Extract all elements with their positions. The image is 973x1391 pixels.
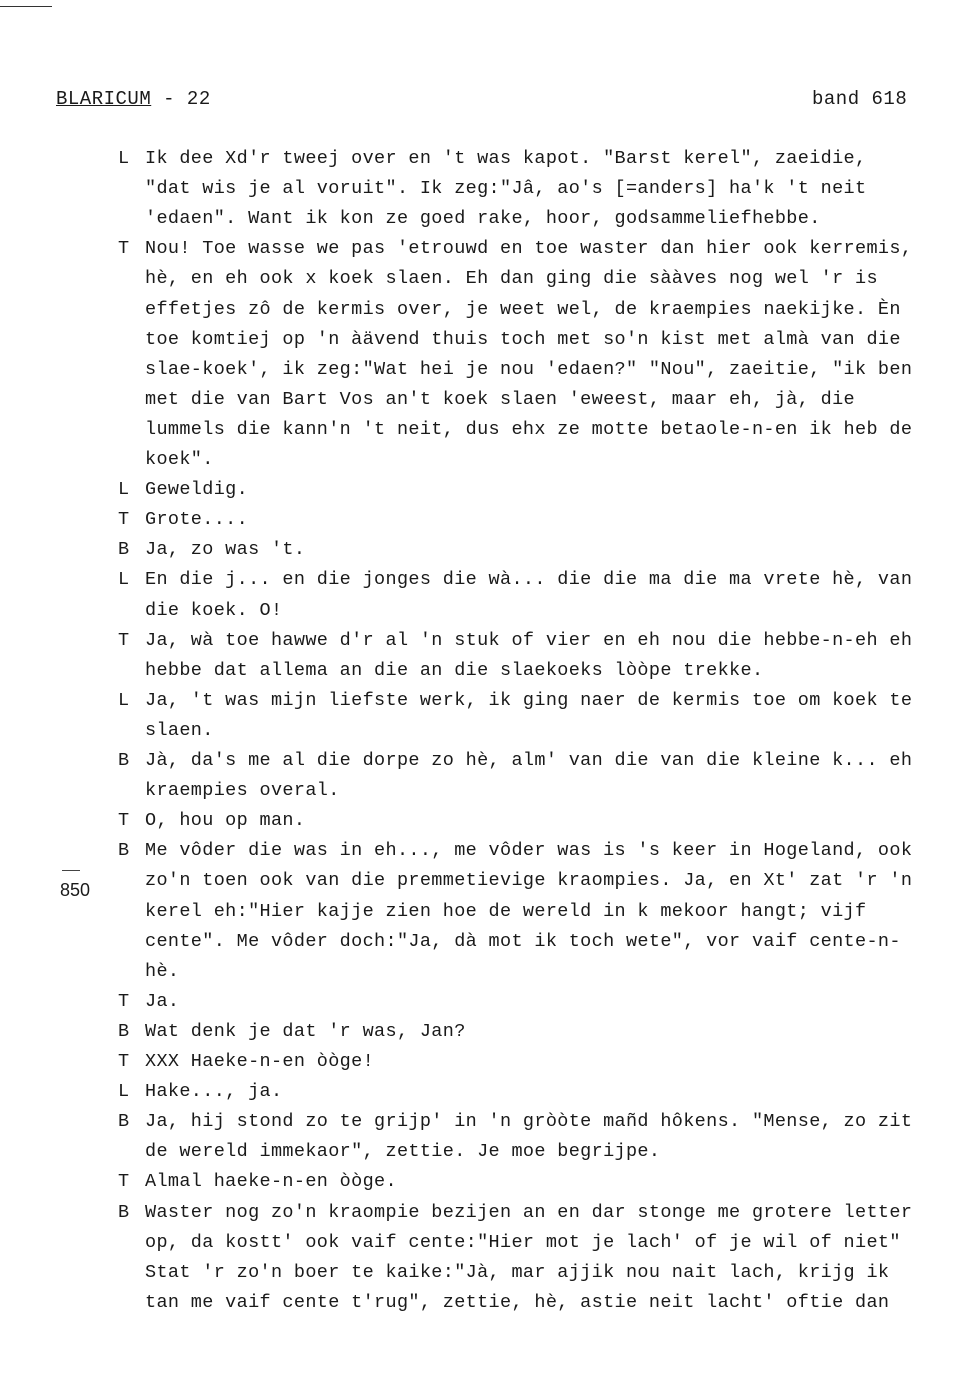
transcript-line — [0, 1051, 973, 1081]
transcript-line — [0, 1262, 973, 1292]
line-text: Geweldig. — [145, 479, 249, 501]
transcript-line — [0, 449, 973, 479]
transcript-line — [0, 359, 973, 389]
header-band: band 618 — [812, 88, 908, 110]
line-text: Ja, hij stond zo te grijp' in 'n gròòte mañd hôkens. "Mense, zo zit — [145, 1111, 913, 1133]
transcript-line — [0, 1292, 973, 1322]
line-text: op, da kostt' ook vaif cente:"Hier mot je lach' of je wil of niet" — [145, 1231, 901, 1253]
line-text: Grote.... — [145, 509, 249, 531]
speaker-label: B — [118, 1020, 130, 1042]
transcript-line — [0, 1021, 973, 1051]
line-text: "dat wis je al voruit". Ik zeg:"Jâ, ao's [=anders] ha'k 't neit — [145, 178, 867, 200]
speaker-label: T — [118, 1051, 130, 1072]
transcript-line — [0, 1171, 973, 1201]
line-text: O, hou op man. — [145, 810, 306, 832]
line-text: de wereld immekaor", zettie. Je moe begrijpe. — [145, 1141, 661, 1163]
speaker-label: B — [118, 1201, 130, 1223]
transcript-line — [0, 870, 973, 900]
speaker-label: T — [118, 1171, 130, 1193]
transcript-line — [0, 780, 973, 810]
transcript-line — [0, 1081, 973, 1111]
transcript-line — [0, 660, 973, 690]
line-text: hebbe dat allema an die an die slaekoeks lòòpe trekke. — [145, 659, 764, 681]
line-text: Ja, wà toe hawwe d'r al 'n stuk of vier en eh nou die hebbe-n-eh eh — [145, 629, 913, 651]
transcript-line — [0, 690, 973, 720]
transcript-line — [0, 148, 973, 178]
line-text: Almal haeke-n-en òòge. — [145, 1171, 397, 1193]
transcript-line — [0, 208, 973, 238]
line-text: Ja, 't was mijn liefste werk, ik ging naer de kermis toe om koek te — [145, 689, 913, 711]
line-text: hè. — [145, 960, 180, 982]
transcript-line — [0, 931, 973, 961]
transcript-line — [0, 840, 973, 870]
transcript-line — [0, 1232, 973, 1262]
transcript-line — [0, 720, 973, 750]
transcript-line — [0, 1111, 973, 1141]
header-place: BLARICUM — [56, 88, 152, 110]
line-text: 'edaen". Want ik kon ze goed rake, hoor, godsammeliefhebbe. — [145, 208, 821, 230]
speaker-label: L — [118, 479, 130, 501]
speaker-label: T — [118, 509, 130, 531]
speaker-label: T — [118, 238, 130, 260]
line-text: slaen. — [145, 719, 214, 741]
transcript-line — [0, 630, 973, 660]
line-text: hè, en eh ook x koek slaen. Eh dan ging die sààves nog wel 'r is — [145, 268, 878, 290]
line-text: Jà, da's me al die dorpe zo hè, alm' van die van die kleine k... eh — [145, 750, 913, 771]
header-page-number: - 22 — [151, 88, 211, 110]
speaker-label: B — [118, 750, 130, 771]
line-text: slae-koek', ik zeg:"Wat hei je nou 'edaen?" "Nou", zaeitie, "ik ben — [145, 358, 913, 380]
line-text: cente". Me vôder doch:"Ja, dà mot ik toch wete", vor vaif cente-n- — [145, 930, 901, 952]
line-text: met die van Bart Vos an't koek slaen 'eweest, maar eh, jà, die — [145, 388, 856, 410]
speaker-label: L — [118, 569, 130, 591]
transcript-line — [0, 569, 973, 599]
line-text: Wat denk je dat 'r was, Jan? — [145, 1020, 466, 1042]
transcript-line — [0, 419, 973, 449]
transcript-line — [0, 1202, 973, 1232]
line-text: koek". — [145, 449, 214, 470]
speaker-label: B — [118, 840, 130, 862]
line-text: kraempies overal. — [145, 780, 340, 802]
transcript-line — [0, 268, 973, 298]
transcript-line — [0, 539, 973, 569]
speaker-label: L — [118, 689, 130, 711]
transcript-line — [0, 901, 973, 931]
transcript-line — [0, 329, 973, 359]
line-text: En die j... en die jonges die wà... die die ma die ma vrete hè, van — [145, 569, 913, 591]
speaker-label: L — [118, 1081, 130, 1103]
line-text: Me vôder die was in eh..., me vôder was is 's keer in Hogeland, ook — [145, 840, 913, 862]
speaker-label: B — [118, 1111, 130, 1133]
speaker-label: T — [118, 629, 130, 651]
top-edge-rule — [0, 6, 52, 7]
speaker-label: T — [118, 990, 130, 1012]
line-text: Waster nog zo'n kraompie bezijen an en dar stonge me grotere letter — [145, 1201, 913, 1223]
line-text: zo'n toen ook van die premmetievige kraompies. Ja, en Xt' zat 'r 'n — [145, 870, 913, 892]
transcript-line — [0, 509, 973, 539]
speaker-label: L — [118, 148, 130, 169]
transcript-line — [0, 750, 973, 780]
line-text: XXX Haeke-n-en òòge! — [145, 1051, 375, 1072]
transcript-line — [0, 600, 973, 630]
transcript-line — [0, 389, 973, 419]
line-text: Stat 'r zo'n boer te kaike:"Jà, mar ajjik nou nait lach, krijg ik — [145, 1261, 890, 1283]
transcript-line — [0, 178, 973, 208]
line-text: Ja. — [145, 990, 180, 1012]
line-text: toe komtiej op 'n àävend thuis toch met so'n kist met almà van die — [145, 328, 901, 350]
speaker-label: T — [118, 810, 130, 832]
line-text: kerel eh:"Hier kajje zien hoe de wereld in k mekoor hangt; vijf — [145, 900, 867, 922]
transcript-line — [0, 991, 973, 1021]
page-header-left — [56, 88, 211, 110]
transcript-line — [0, 810, 973, 840]
speaker-label: B — [118, 539, 130, 561]
margin-line-number: 850 — [60, 880, 91, 900]
line-text: die koek. O! — [145, 599, 283, 621]
transcript-line — [0, 238, 973, 268]
transcript-line — [0, 299, 973, 329]
line-text: Hake..., ja. — [145, 1081, 283, 1103]
line-text: lummels die kann'n 't neit, dus ehx ze motte betaole-n-en ik heb de — [145, 418, 913, 440]
transcript-line — [0, 1141, 973, 1171]
transcript-line — [0, 961, 973, 991]
line-text: Ja, zo was 't. — [145, 539, 306, 561]
line-text: tan me vaif cente t'rug", zettie, hè, astie neit lacht' oftie dan — [145, 1291, 890, 1313]
line-text: Nou! Toe wasse we pas 'etrouwd en toe waster dan hier ook kerremis, — [145, 238, 913, 260]
transcript-line — [0, 479, 973, 509]
line-text: effetjes zô de kermis over, je weet wel, de kraempies naekijke. Èn — [145, 298, 901, 320]
line-text: Ik dee Xd'r tweej over en 't was kapot. "Barst kerel", zaeidie, — [145, 148, 867, 169]
